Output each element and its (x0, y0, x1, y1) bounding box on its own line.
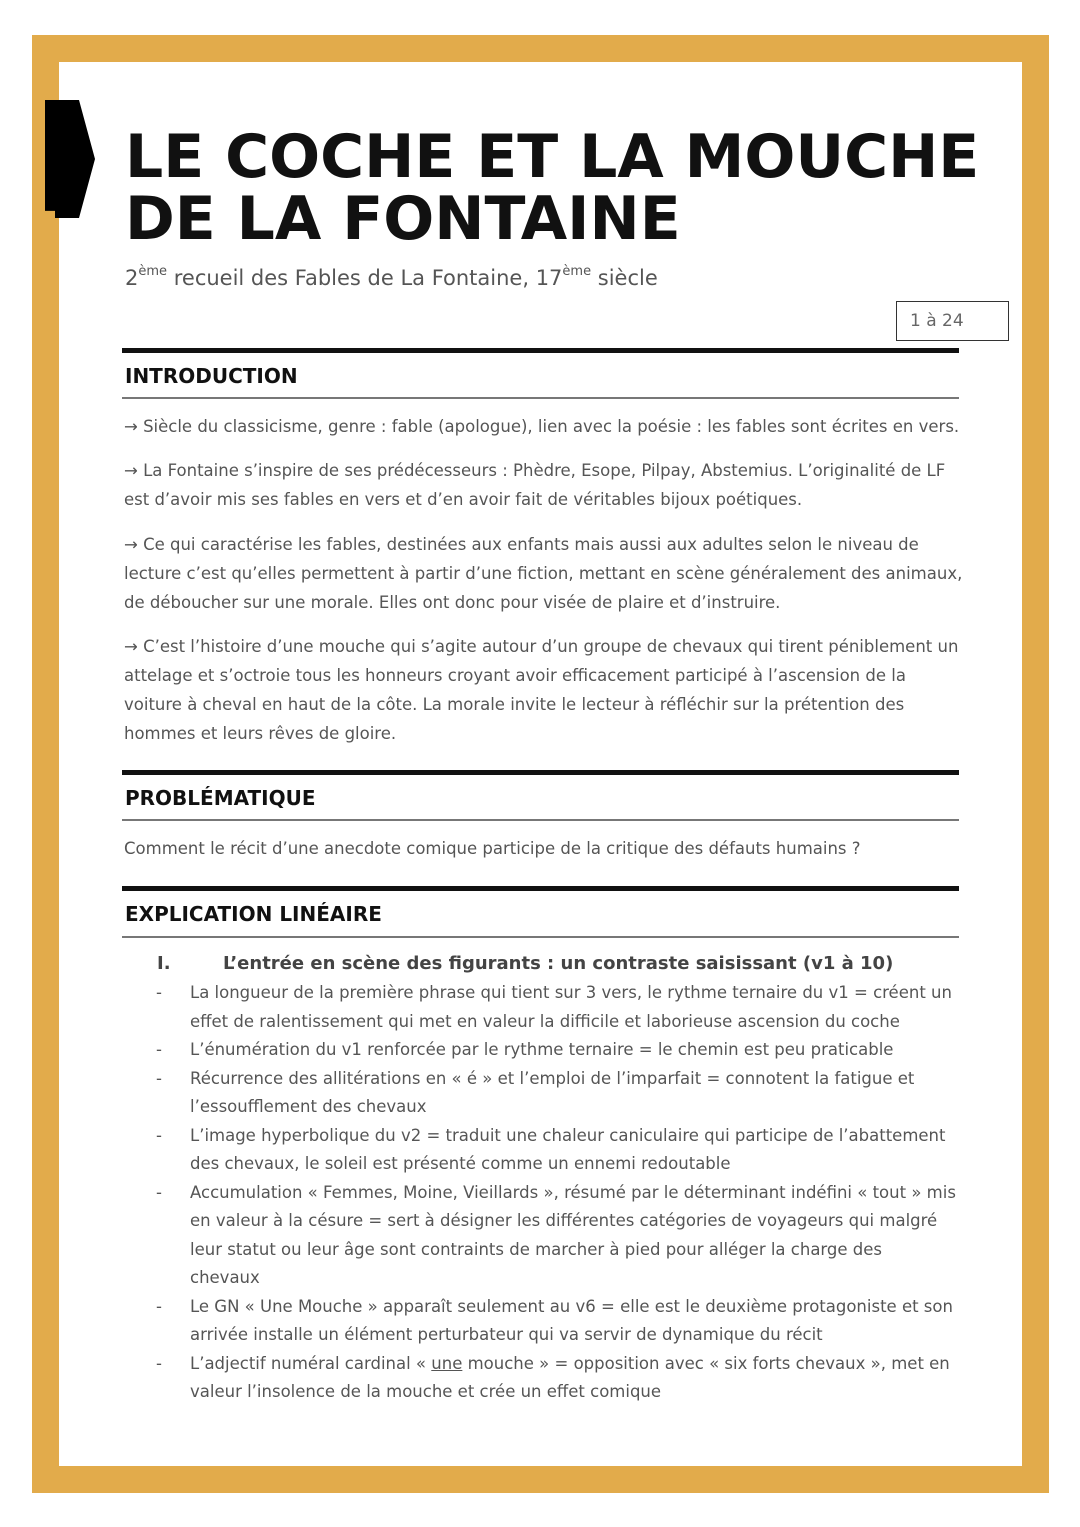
problematique-text: Comment le récit d’une anecdote comique participe de la critique des défauts humains ? (124, 839, 861, 858)
list-item: - Récurrence des allitérations en « é » et l’emploi de l’imparfait = connotent la fatigue et l’essoufflement des chevaux (156, 1068, 915, 1116)
part-number: I. (157, 953, 171, 974)
part-one-title (157, 953, 893, 974)
list-item: - Le GN « Une Mouche » apparaît seulement au v6 = elle est le deuxième protagoniste et son arrivée installe un élément perturbateur qui va servir de dynamique du récit (156, 1296, 953, 1344)
section-rule-thick (122, 886, 959, 891)
section-rule-thin (122, 936, 959, 938)
analysis-list (156, 979, 956, 1407)
intro-paragraph-4: → C’est l’histoire d’une mouche qui s’agite autour d’un groupe de chevaux qui tirent péniblement un attelage et s’octroie tous les honneurs croyant avoir efficacement participé à l’ascension de la voiture à cheval en haut de la côte. La morale invite le lecteur à réfléchir sur la prétention des hommes et leurs rêves de gloire. (124, 637, 959, 743)
title-line-1: LE COCHE ET LA MOUCHE (125, 122, 980, 192)
section-rule-thin (122, 819, 959, 821)
verse-range-box: 1 à 24 (896, 301, 1009, 341)
intro-paragraph-1: → Siècle du classicisme, genre : fable (apologue), lien avec la poésie : les fables sont écrites en vers. (124, 417, 960, 436)
underlined-word: une (431, 1353, 463, 1373)
section-rule-thin (122, 397, 959, 399)
title-line-2: DE LA FONTAINE (125, 184, 681, 254)
problematique-heading: PROBLÉMATIQUE (125, 786, 316, 810)
document-subtitle: 2ème recueil des Fables de La Fontaine, 17ème siècle (125, 264, 658, 290)
list-item: - Accumulation « Femmes, Moine, Vieillards », résumé par le déterminant indéfini « tout » mis en valeur à la césure = sert à désigner les différentes catégories de voyageurs qui malgré leur statut ou leur âge sont contraints de marcher à pied pour alléger la charge des chevaux (156, 1182, 956, 1287)
list-item: - L’énumération du v1 renforcée par le rythme ternaire = le chemin est peu praticable (156, 1040, 894, 1059)
explication-heading: EXPLICATION LINÉAIRE (125, 902, 382, 926)
document-title (125, 122, 980, 254)
intro-paragraph-2: → La Fontaine s’inspire de ses prédécesseurs : Phèdre, Esope, Pilpay, Abstemius. L’originalité de LF est d’avoir mis ses fables en vers et d’en avoir fait de véritables bijoux poétiques. (124, 461, 946, 509)
list-item: - L’image hyperbolique du v2 = traduit une chaleur caniculaire qui participe de l’abattement des chevaux, le soleil est présenté comme un ennemi redoutable (156, 1125, 946, 1173)
list-item: - La longueur de la première phrase qui tient sur 3 vers, le rythme ternaire du v1 = créent un effet de ralentissement qui met en valeur la difficile et laborieuse ascension du coche (156, 983, 952, 1031)
part-title-text: L’entrée en scène des figurants : un contraste saisissant (v1 à 10) (223, 953, 894, 974)
intro-paragraph-3: → Ce qui caractérise les fables, destinées aux enfants mais aussi aux adultes selon le niveau de lecture c’est qu’elles permettent à partir d’une fiction, mettant en scène généralement des animaux, de déboucher sur une morale. Elles ont donc pour visée de plaire et d’instruire. (124, 535, 963, 612)
list-item: - L’adjectif numéral cardinal « une mouche » = opposition avec « six forts chevaux », met en valeur l’insolence de la mouche et crée un effet comique (156, 1353, 950, 1401)
introduction-heading: INTRODUCTION (125, 364, 298, 388)
section-rule-thick (122, 348, 959, 353)
section-rule-thick (122, 770, 959, 775)
